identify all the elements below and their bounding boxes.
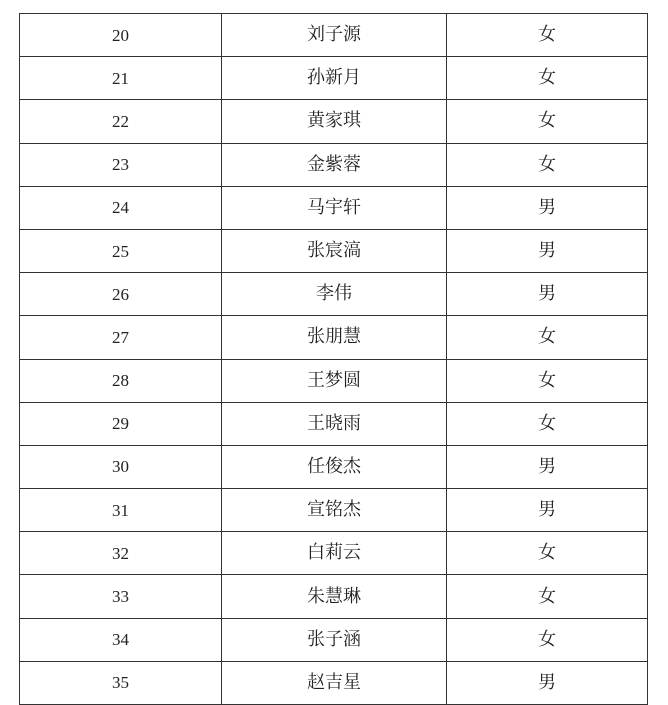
table-row — [20, 229, 648, 272]
row-number-cell: 23 — [20, 143, 222, 186]
gender-cell: 女 — [447, 359, 648, 402]
table-row — [20, 14, 648, 57]
row-number-cell: 22 — [20, 100, 222, 143]
row-number-cell: 28 — [20, 359, 222, 402]
gender-cell: 女 — [447, 143, 648, 186]
table-row — [20, 618, 648, 661]
table-row — [20, 661, 648, 704]
table-row — [20, 100, 648, 143]
student-name-cell: 马宇轩 — [222, 186, 447, 229]
table-row — [20, 359, 648, 402]
gender-cell: 男 — [447, 186, 648, 229]
row-number-cell: 24 — [20, 186, 222, 229]
table-row — [20, 402, 648, 445]
gender-cell: 女 — [447, 575, 648, 618]
student-name-cell: 朱慧琳 — [222, 575, 447, 618]
student-name-cell: 王晓雨 — [222, 402, 447, 445]
gender-cell: 女 — [447, 402, 648, 445]
gender-cell: 女 — [447, 57, 648, 100]
table-row — [20, 575, 648, 618]
row-number-cell: 32 — [20, 532, 222, 575]
row-number-cell: 25 — [20, 229, 222, 272]
row-number-cell: 33 — [20, 575, 222, 618]
gender-cell: 女 — [447, 100, 648, 143]
gender-cell: 女 — [447, 532, 648, 575]
row-number-cell: 35 — [20, 661, 222, 704]
gender-cell: 女 — [447, 14, 648, 57]
gender-cell: 男 — [447, 489, 648, 532]
table-row — [20, 316, 648, 359]
gender-cell: 男 — [447, 273, 648, 316]
student-name-cell: 张朋慧 — [222, 316, 447, 359]
student-name-cell: 赵吉星 — [222, 661, 447, 704]
row-number-cell: 21 — [20, 57, 222, 100]
table-row — [20, 186, 648, 229]
table-row — [20, 57, 648, 100]
gender-cell: 男 — [447, 661, 648, 704]
student-name-cell: 孙新月 — [222, 57, 447, 100]
row-number-cell: 31 — [20, 489, 222, 532]
table-row — [20, 143, 648, 186]
row-number-cell: 29 — [20, 402, 222, 445]
gender-cell: 女 — [447, 618, 648, 661]
student-name-cell: 刘子源 — [222, 14, 447, 57]
student-name-cell: 任俊杰 — [222, 445, 447, 488]
row-number-cell: 27 — [20, 316, 222, 359]
table-row — [20, 489, 648, 532]
row-number-cell: 20 — [20, 14, 222, 57]
student-table — [19, 13, 648, 705]
student-name-cell: 白莉云 — [222, 532, 447, 575]
student-name-cell: 李伟 — [222, 273, 447, 316]
student-name-cell: 张宸滈 — [222, 229, 447, 272]
row-number-cell: 34 — [20, 618, 222, 661]
row-number-cell: 26 — [20, 273, 222, 316]
student-name-cell: 王梦圆 — [222, 359, 447, 402]
student-name-cell: 张子涵 — [222, 618, 447, 661]
table-row — [20, 273, 648, 316]
student-name-cell: 黄家琪 — [222, 100, 447, 143]
table-row — [20, 445, 648, 488]
row-number-cell: 30 — [20, 445, 222, 488]
gender-cell: 男 — [447, 229, 648, 272]
gender-cell: 男 — [447, 445, 648, 488]
gender-cell: 女 — [447, 316, 648, 359]
table-body — [20, 14, 648, 705]
table-row — [20, 532, 648, 575]
student-name-cell: 金紫蓉 — [222, 143, 447, 186]
student-name-cell: 宣铭杰 — [222, 489, 447, 532]
